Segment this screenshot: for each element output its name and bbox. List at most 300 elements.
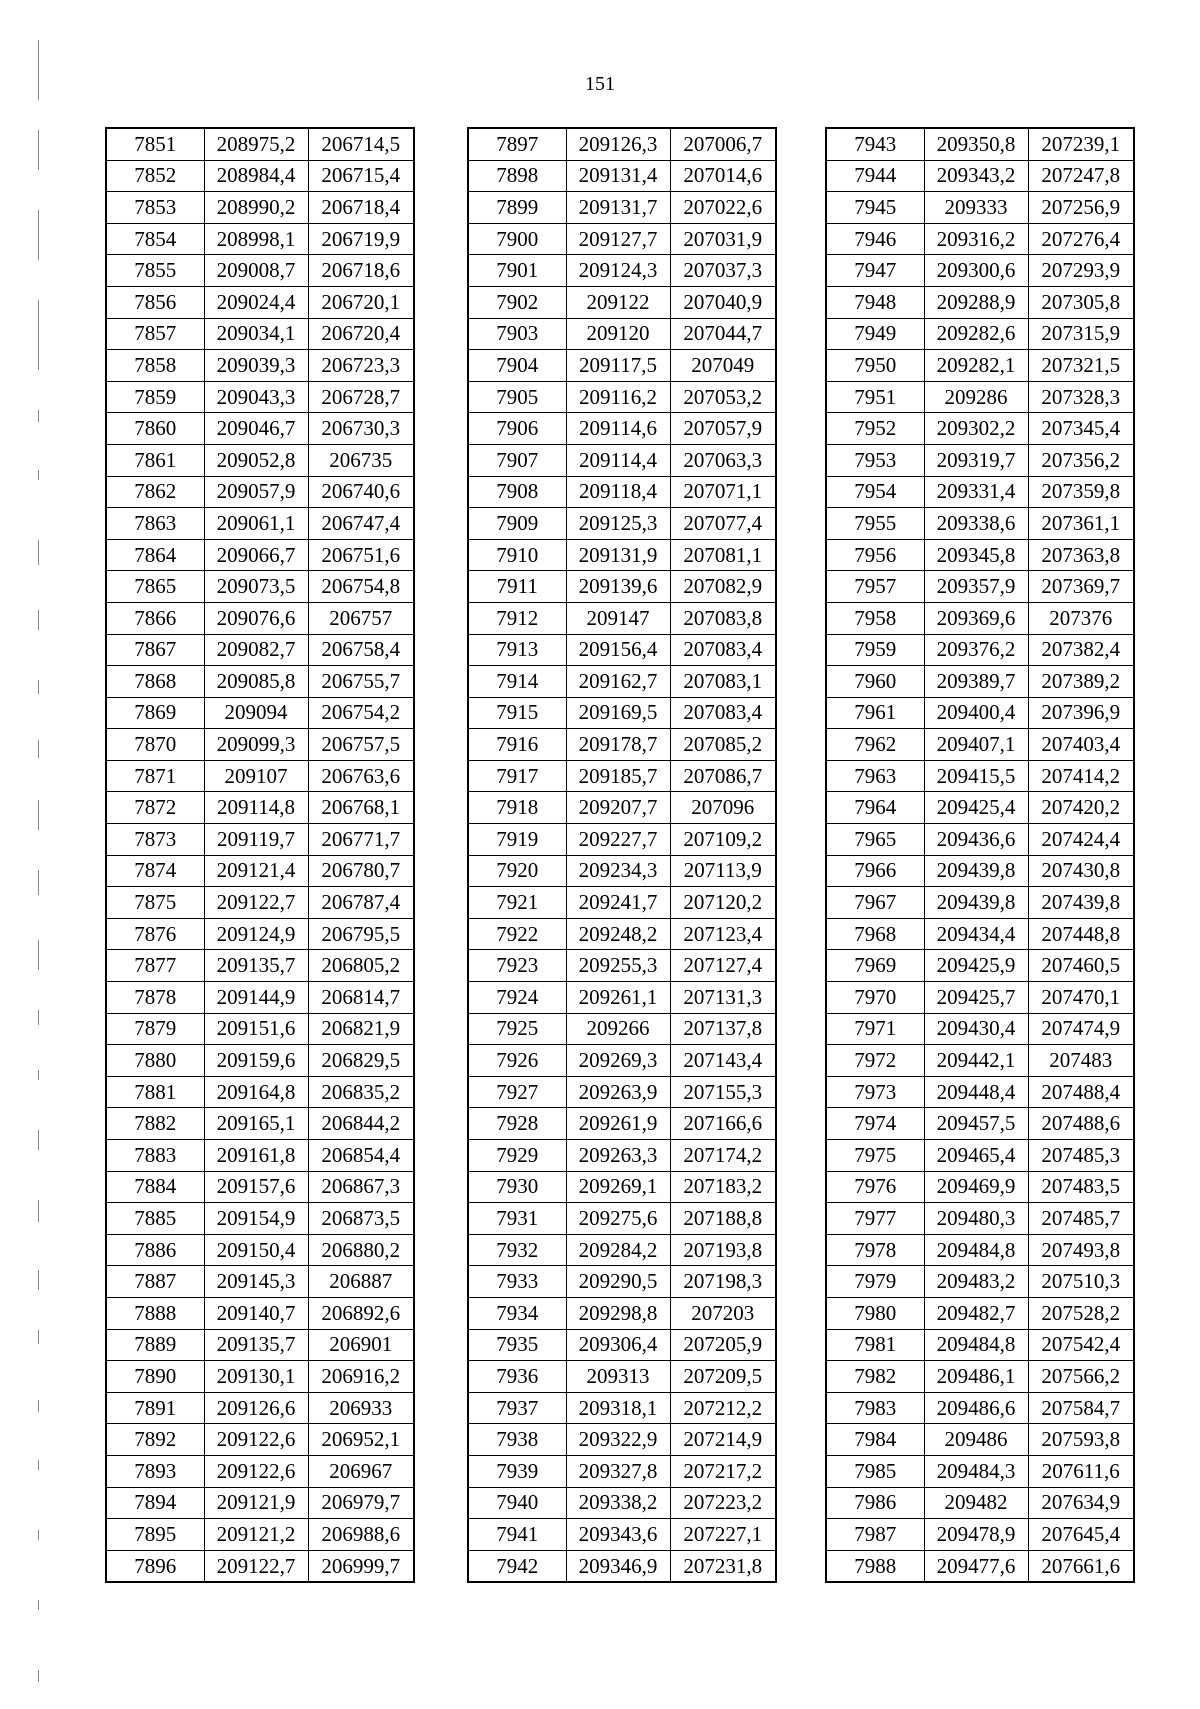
point-number-cell: 7979 — [826, 1266, 924, 1298]
table-row — [106, 760, 414, 792]
point-number-cell: 7866 — [106, 602, 204, 634]
y-coordinate-cell: 206768,1 — [308, 792, 414, 824]
y-coordinate-cell: 207193,8 — [670, 1234, 776, 1266]
y-coordinate-cell: 207424,4 — [1028, 824, 1134, 856]
y-coordinate-cell: 207022,6 — [670, 192, 776, 224]
y-coordinate-cell: 207483,5 — [1028, 1171, 1134, 1203]
point-number-cell: 7911 — [468, 571, 566, 603]
x-coordinate-cell: 209124,3 — [566, 255, 670, 287]
point-number-cell: 7932 — [468, 1234, 566, 1266]
y-coordinate-cell: 206814,7 — [308, 982, 414, 1014]
table-row — [106, 1266, 414, 1298]
table-row — [468, 697, 776, 729]
x-coordinate-cell: 209165,1 — [204, 1108, 308, 1140]
table-row — [106, 476, 414, 508]
x-coordinate-cell: 209147 — [566, 602, 670, 634]
point-number-cell: 7977 — [826, 1203, 924, 1235]
x-coordinate-cell: 209343,2 — [924, 160, 1028, 192]
table-row — [468, 413, 776, 445]
y-coordinate-cell: 207485,7 — [1028, 1203, 1134, 1235]
table-row — [106, 1013, 414, 1045]
x-coordinate-cell: 209241,7 — [566, 887, 670, 919]
point-number-cell: 7905 — [468, 381, 566, 413]
table-row — [826, 1297, 1134, 1329]
x-coordinate-cell: 209122,7 — [204, 1550, 308, 1582]
x-coordinate-cell: 209269,1 — [566, 1171, 670, 1203]
table-row — [106, 824, 414, 856]
point-number-cell: 7864 — [106, 539, 204, 571]
point-number-cell: 7902 — [468, 286, 566, 318]
table-row — [826, 950, 1134, 982]
x-coordinate-cell: 209465,4 — [924, 1140, 1028, 1172]
x-coordinate-cell: 209154,9 — [204, 1203, 308, 1235]
y-coordinate-cell: 207403,4 — [1028, 729, 1134, 761]
y-coordinate-cell: 206780,7 — [308, 855, 414, 887]
x-coordinate-cell: 209298,8 — [566, 1297, 670, 1329]
y-coordinate-cell: 207645,4 — [1028, 1519, 1134, 1551]
table-row — [468, 729, 776, 761]
x-coordinate-cell: 209043,3 — [204, 381, 308, 413]
point-number-cell: 7907 — [468, 444, 566, 476]
x-coordinate-cell: 208975,2 — [204, 128, 308, 160]
table-row — [106, 539, 414, 571]
y-coordinate-cell: 207212,2 — [670, 1392, 776, 1424]
y-coordinate-cell: 207448,8 — [1028, 918, 1134, 950]
y-coordinate-cell: 207485,3 — [1028, 1140, 1134, 1172]
x-coordinate-cell: 209300,6 — [924, 255, 1028, 287]
table-row — [468, 1203, 776, 1235]
x-coordinate-cell: 209124,9 — [204, 918, 308, 950]
x-coordinate-cell: 209151,6 — [204, 1013, 308, 1045]
x-coordinate-cell: 209126,6 — [204, 1392, 308, 1424]
x-coordinate-cell: 209286 — [924, 381, 1028, 413]
y-coordinate-cell: 207661,6 — [1028, 1550, 1134, 1582]
x-coordinate-cell: 209073,5 — [204, 571, 308, 603]
table-row — [106, 1297, 414, 1329]
table-row — [106, 855, 414, 887]
table-row — [106, 1424, 414, 1456]
x-coordinate-cell: 209389,7 — [924, 666, 1028, 698]
point-number-cell: 7967 — [826, 887, 924, 919]
table-row — [826, 160, 1134, 192]
table-row — [826, 982, 1134, 1014]
x-coordinate-cell: 209482,7 — [924, 1297, 1028, 1329]
point-number-cell: 7860 — [106, 413, 204, 445]
point-number-cell: 7964 — [826, 792, 924, 824]
point-number-cell: 7867 — [106, 634, 204, 666]
x-coordinate-cell: 209125,3 — [566, 508, 670, 540]
x-coordinate-cell: 209457,5 — [924, 1108, 1028, 1140]
y-coordinate-cell: 207584,7 — [1028, 1392, 1134, 1424]
table-row — [106, 1487, 414, 1519]
x-coordinate-cell: 209261,9 — [566, 1108, 670, 1140]
point-number-cell: 7939 — [468, 1455, 566, 1487]
point-number-cell: 7918 — [468, 792, 566, 824]
y-coordinate-cell: 206999,7 — [308, 1550, 414, 1582]
table-row — [826, 444, 1134, 476]
table-row — [826, 1550, 1134, 1582]
table-row — [468, 1266, 776, 1298]
y-coordinate-cell: 206735 — [308, 444, 414, 476]
y-coordinate-cell: 206787,4 — [308, 887, 414, 919]
y-coordinate-cell: 207109,2 — [670, 824, 776, 856]
point-number-cell: 7941 — [468, 1519, 566, 1551]
point-number-cell: 7890 — [106, 1361, 204, 1393]
x-coordinate-cell: 209318,1 — [566, 1392, 670, 1424]
x-coordinate-cell: 209114,6 — [566, 413, 670, 445]
point-number-cell: 7955 — [826, 508, 924, 540]
x-coordinate-cell: 209322,9 — [566, 1424, 670, 1456]
x-coordinate-cell: 209159,6 — [204, 1045, 308, 1077]
table-row — [468, 160, 776, 192]
y-coordinate-cell: 206854,4 — [308, 1140, 414, 1172]
point-number-cell: 7861 — [106, 444, 204, 476]
y-coordinate-cell: 207086,7 — [670, 760, 776, 792]
table-row — [106, 1076, 414, 1108]
x-coordinate-cell: 209425,4 — [924, 792, 1028, 824]
x-coordinate-cell: 209156,4 — [566, 634, 670, 666]
table-row — [826, 602, 1134, 634]
point-number-cell: 7963 — [826, 760, 924, 792]
point-number-cell: 7873 — [106, 824, 204, 856]
point-number-cell: 7894 — [106, 1487, 204, 1519]
table-row — [468, 444, 776, 476]
y-coordinate-cell: 207276,4 — [1028, 223, 1134, 255]
y-coordinate-cell: 207040,9 — [670, 286, 776, 318]
y-coordinate-cell: 207063,3 — [670, 444, 776, 476]
x-coordinate-cell: 209099,3 — [204, 729, 308, 761]
table-row — [106, 918, 414, 950]
y-coordinate-cell: 207082,9 — [670, 571, 776, 603]
x-coordinate-cell: 209284,2 — [566, 1234, 670, 1266]
x-coordinate-cell: 209144,9 — [204, 982, 308, 1014]
x-coordinate-cell: 209350,8 — [924, 128, 1028, 160]
point-number-cell: 7914 — [468, 666, 566, 698]
table-row — [106, 1108, 414, 1140]
point-number-cell: 7962 — [826, 729, 924, 761]
binding-margin-marks — [38, 40, 42, 1700]
point-number-cell: 7984 — [826, 1424, 924, 1456]
y-coordinate-cell: 207214,9 — [670, 1424, 776, 1456]
y-coordinate-cell: 207174,2 — [670, 1140, 776, 1172]
x-coordinate-cell: 209369,6 — [924, 602, 1028, 634]
x-coordinate-cell: 209066,7 — [204, 539, 308, 571]
point-number-cell: 7953 — [826, 444, 924, 476]
y-coordinate-cell: 207328,3 — [1028, 381, 1134, 413]
point-number-cell: 7863 — [106, 508, 204, 540]
table-row — [106, 160, 414, 192]
point-number-cell: 7924 — [468, 982, 566, 1014]
y-coordinate-cell: 206821,9 — [308, 1013, 414, 1045]
table-row — [826, 1045, 1134, 1077]
y-coordinate-cell: 207120,2 — [670, 887, 776, 919]
table-row — [468, 760, 776, 792]
table-row — [826, 1266, 1134, 1298]
coordinates-table-2 — [467, 127, 777, 1583]
point-number-cell: 7856 — [106, 286, 204, 318]
y-coordinate-cell: 207166,6 — [670, 1108, 776, 1140]
y-coordinate-cell: 207053,2 — [670, 381, 776, 413]
point-number-cell: 7969 — [826, 950, 924, 982]
table-row — [468, 350, 776, 382]
y-coordinate-cell: 207113,9 — [670, 855, 776, 887]
table-row — [826, 760, 1134, 792]
y-coordinate-cell: 207006,7 — [670, 128, 776, 160]
x-coordinate-cell: 209094 — [204, 697, 308, 729]
table-row — [826, 1519, 1134, 1551]
point-number-cell: 7886 — [106, 1234, 204, 1266]
x-coordinate-cell: 209319,7 — [924, 444, 1028, 476]
x-coordinate-cell: 209345,8 — [924, 539, 1028, 571]
x-coordinate-cell: 209118,4 — [566, 476, 670, 508]
table-row — [468, 1519, 776, 1551]
point-number-cell: 7935 — [468, 1329, 566, 1361]
point-number-cell: 7929 — [468, 1140, 566, 1172]
table-row — [826, 918, 1134, 950]
point-number-cell: 7931 — [468, 1203, 566, 1235]
point-number-cell: 7904 — [468, 350, 566, 382]
point-number-cell: 7917 — [468, 760, 566, 792]
table-row — [468, 982, 776, 1014]
table-row — [106, 697, 414, 729]
x-coordinate-cell: 209227,7 — [566, 824, 670, 856]
x-coordinate-cell: 209145,3 — [204, 1266, 308, 1298]
coordinates-table-3 — [825, 127, 1135, 1583]
y-coordinate-cell: 207430,8 — [1028, 855, 1134, 887]
x-coordinate-cell: 209376,2 — [924, 634, 1028, 666]
point-number-cell: 7987 — [826, 1519, 924, 1551]
x-coordinate-cell: 209122,6 — [204, 1455, 308, 1487]
y-coordinate-cell: 206916,2 — [308, 1361, 414, 1393]
table-row — [826, 223, 1134, 255]
y-coordinate-cell: 207083,4 — [670, 697, 776, 729]
point-number-cell: 7852 — [106, 160, 204, 192]
table-row — [468, 824, 776, 856]
table-row — [468, 1234, 776, 1266]
y-coordinate-cell: 206758,4 — [308, 634, 414, 666]
y-coordinate-cell: 206979,7 — [308, 1487, 414, 1519]
point-number-cell: 7961 — [826, 697, 924, 729]
x-coordinate-cell: 209469,9 — [924, 1171, 1028, 1203]
table-row — [106, 381, 414, 413]
point-number-cell: 7878 — [106, 982, 204, 1014]
y-coordinate-cell: 207369,7 — [1028, 571, 1134, 603]
y-coordinate-cell: 206967 — [308, 1455, 414, 1487]
x-coordinate-cell: 209234,3 — [566, 855, 670, 887]
y-coordinate-cell: 206718,4 — [308, 192, 414, 224]
table-row — [826, 1171, 1134, 1203]
y-coordinate-cell: 207044,7 — [670, 318, 776, 350]
point-number-cell: 7915 — [468, 697, 566, 729]
x-coordinate-cell: 209034,1 — [204, 318, 308, 350]
x-coordinate-cell: 209434,4 — [924, 918, 1028, 950]
table-row — [468, 286, 776, 318]
y-coordinate-cell: 207071,1 — [670, 476, 776, 508]
x-coordinate-cell: 209164,8 — [204, 1076, 308, 1108]
table-row — [468, 1361, 776, 1393]
x-coordinate-cell: 209486,6 — [924, 1392, 1028, 1424]
table-row — [106, 1519, 414, 1551]
point-number-cell: 7895 — [106, 1519, 204, 1551]
y-coordinate-cell: 206901 — [308, 1329, 414, 1361]
table-row — [468, 1076, 776, 1108]
y-coordinate-cell: 206763,6 — [308, 760, 414, 792]
table-row — [106, 255, 414, 287]
table-row — [468, 1297, 776, 1329]
point-number-cell: 7968 — [826, 918, 924, 950]
point-number-cell: 7910 — [468, 539, 566, 571]
table-row — [468, 1013, 776, 1045]
y-coordinate-cell: 207510,3 — [1028, 1266, 1134, 1298]
y-coordinate-cell: 207223,2 — [670, 1487, 776, 1519]
point-number-cell: 7986 — [826, 1487, 924, 1519]
point-number-cell: 7888 — [106, 1297, 204, 1329]
y-coordinate-cell: 207488,6 — [1028, 1108, 1134, 1140]
y-coordinate-cell: 206719,9 — [308, 223, 414, 255]
y-coordinate-cell: 207414,2 — [1028, 760, 1134, 792]
y-coordinate-cell: 206829,5 — [308, 1045, 414, 1077]
x-coordinate-cell: 209484,8 — [924, 1329, 1028, 1361]
y-coordinate-cell: 206754,8 — [308, 571, 414, 603]
point-number-cell: 7865 — [106, 571, 204, 603]
point-number-cell: 7981 — [826, 1329, 924, 1361]
table-row — [468, 508, 776, 540]
point-number-cell: 7926 — [468, 1045, 566, 1077]
y-coordinate-cell: 207470,1 — [1028, 982, 1134, 1014]
point-number-cell: 7978 — [826, 1234, 924, 1266]
y-coordinate-cell: 206805,2 — [308, 950, 414, 982]
point-number-cell: 7919 — [468, 824, 566, 856]
page-number: 151 — [585, 73, 615, 95]
x-coordinate-cell: 209480,3 — [924, 1203, 1028, 1235]
table-row — [826, 1361, 1134, 1393]
y-coordinate-cell: 206880,2 — [308, 1234, 414, 1266]
point-number-cell: 7872 — [106, 792, 204, 824]
x-coordinate-cell: 209442,1 — [924, 1045, 1028, 1077]
point-number-cell: 7982 — [826, 1361, 924, 1393]
table-row — [106, 192, 414, 224]
y-coordinate-cell: 207205,9 — [670, 1329, 776, 1361]
table-row — [468, 571, 776, 603]
table-row — [826, 318, 1134, 350]
x-coordinate-cell: 209425,9 — [924, 950, 1028, 982]
point-number-cell: 7985 — [826, 1455, 924, 1487]
table-row — [826, 539, 1134, 571]
y-coordinate-cell: 207131,3 — [670, 982, 776, 1014]
x-coordinate-cell: 209114,8 — [204, 792, 308, 824]
table-row — [106, 602, 414, 634]
table-row — [826, 634, 1134, 666]
x-coordinate-cell: 209052,8 — [204, 444, 308, 476]
x-coordinate-cell: 209331,4 — [924, 476, 1028, 508]
y-coordinate-cell: 207439,8 — [1028, 887, 1134, 919]
x-coordinate-cell: 209061,1 — [204, 508, 308, 540]
table-row — [826, 1455, 1134, 1487]
x-coordinate-cell: 209039,3 — [204, 350, 308, 382]
y-coordinate-cell: 207488,4 — [1028, 1076, 1134, 1108]
point-number-cell: 7973 — [826, 1076, 924, 1108]
y-coordinate-cell: 207542,4 — [1028, 1329, 1134, 1361]
x-coordinate-cell: 209484,8 — [924, 1234, 1028, 1266]
point-number-cell: 7868 — [106, 666, 204, 698]
table-row — [468, 128, 776, 160]
point-number-cell: 7897 — [468, 128, 566, 160]
x-coordinate-cell: 209483,2 — [924, 1266, 1028, 1298]
y-coordinate-cell: 206795,5 — [308, 918, 414, 950]
table-row — [106, 413, 414, 445]
table-row — [106, 1171, 414, 1203]
point-number-cell: 7954 — [826, 476, 924, 508]
x-coordinate-cell: 209120 — [566, 318, 670, 350]
table-row — [826, 697, 1134, 729]
table-row — [826, 571, 1134, 603]
y-coordinate-cell: 207231,8 — [670, 1550, 776, 1582]
point-number-cell: 7889 — [106, 1329, 204, 1361]
table-row — [106, 571, 414, 603]
point-number-cell: 7892 — [106, 1424, 204, 1456]
point-number-cell: 7871 — [106, 760, 204, 792]
table-row — [106, 318, 414, 350]
x-coordinate-cell: 209161,8 — [204, 1140, 308, 1172]
table-row — [826, 192, 1134, 224]
x-coordinate-cell: 209266 — [566, 1013, 670, 1045]
y-coordinate-cell: 207363,8 — [1028, 539, 1134, 571]
table-row — [826, 1392, 1134, 1424]
x-coordinate-cell: 209130,1 — [204, 1361, 308, 1393]
table-row — [826, 792, 1134, 824]
point-number-cell: 7925 — [468, 1013, 566, 1045]
x-coordinate-cell: 209126,3 — [566, 128, 670, 160]
x-coordinate-cell: 209338,2 — [566, 1487, 670, 1519]
point-number-cell: 7899 — [468, 192, 566, 224]
table-row — [468, 855, 776, 887]
x-coordinate-cell: 209135,7 — [204, 1329, 308, 1361]
y-coordinate-cell: 206723,3 — [308, 350, 414, 382]
point-number-cell: 7858 — [106, 350, 204, 382]
point-number-cell: 7943 — [826, 128, 924, 160]
table-row — [826, 887, 1134, 919]
y-coordinate-cell: 207420,2 — [1028, 792, 1134, 824]
table-row — [106, 223, 414, 255]
point-number-cell: 7933 — [468, 1266, 566, 1298]
y-coordinate-cell: 207593,8 — [1028, 1424, 1134, 1456]
table-row — [106, 729, 414, 761]
x-coordinate-cell: 209131,7 — [566, 192, 670, 224]
point-number-cell: 7966 — [826, 855, 924, 887]
point-number-cell: 7956 — [826, 539, 924, 571]
x-coordinate-cell: 209119,7 — [204, 824, 308, 856]
point-number-cell: 7906 — [468, 413, 566, 445]
point-number-cell: 7936 — [468, 1361, 566, 1393]
y-coordinate-cell: 206988,6 — [308, 1519, 414, 1551]
y-coordinate-cell: 207256,9 — [1028, 192, 1134, 224]
x-coordinate-cell: 209302,2 — [924, 413, 1028, 445]
table-row — [468, 1171, 776, 1203]
table-row — [106, 666, 414, 698]
table-row — [468, 1329, 776, 1361]
point-number-cell: 7949 — [826, 318, 924, 350]
point-number-cell: 7928 — [468, 1108, 566, 1140]
y-coordinate-cell: 207566,2 — [1028, 1361, 1134, 1393]
y-coordinate-cell: 207209,5 — [670, 1361, 776, 1393]
point-number-cell: 7920 — [468, 855, 566, 887]
table-row — [468, 381, 776, 413]
table-row — [826, 476, 1134, 508]
y-coordinate-cell: 206720,4 — [308, 318, 414, 350]
x-coordinate-cell: 208984,4 — [204, 160, 308, 192]
x-coordinate-cell: 209439,8 — [924, 855, 1028, 887]
x-coordinate-cell: 209117,5 — [566, 350, 670, 382]
